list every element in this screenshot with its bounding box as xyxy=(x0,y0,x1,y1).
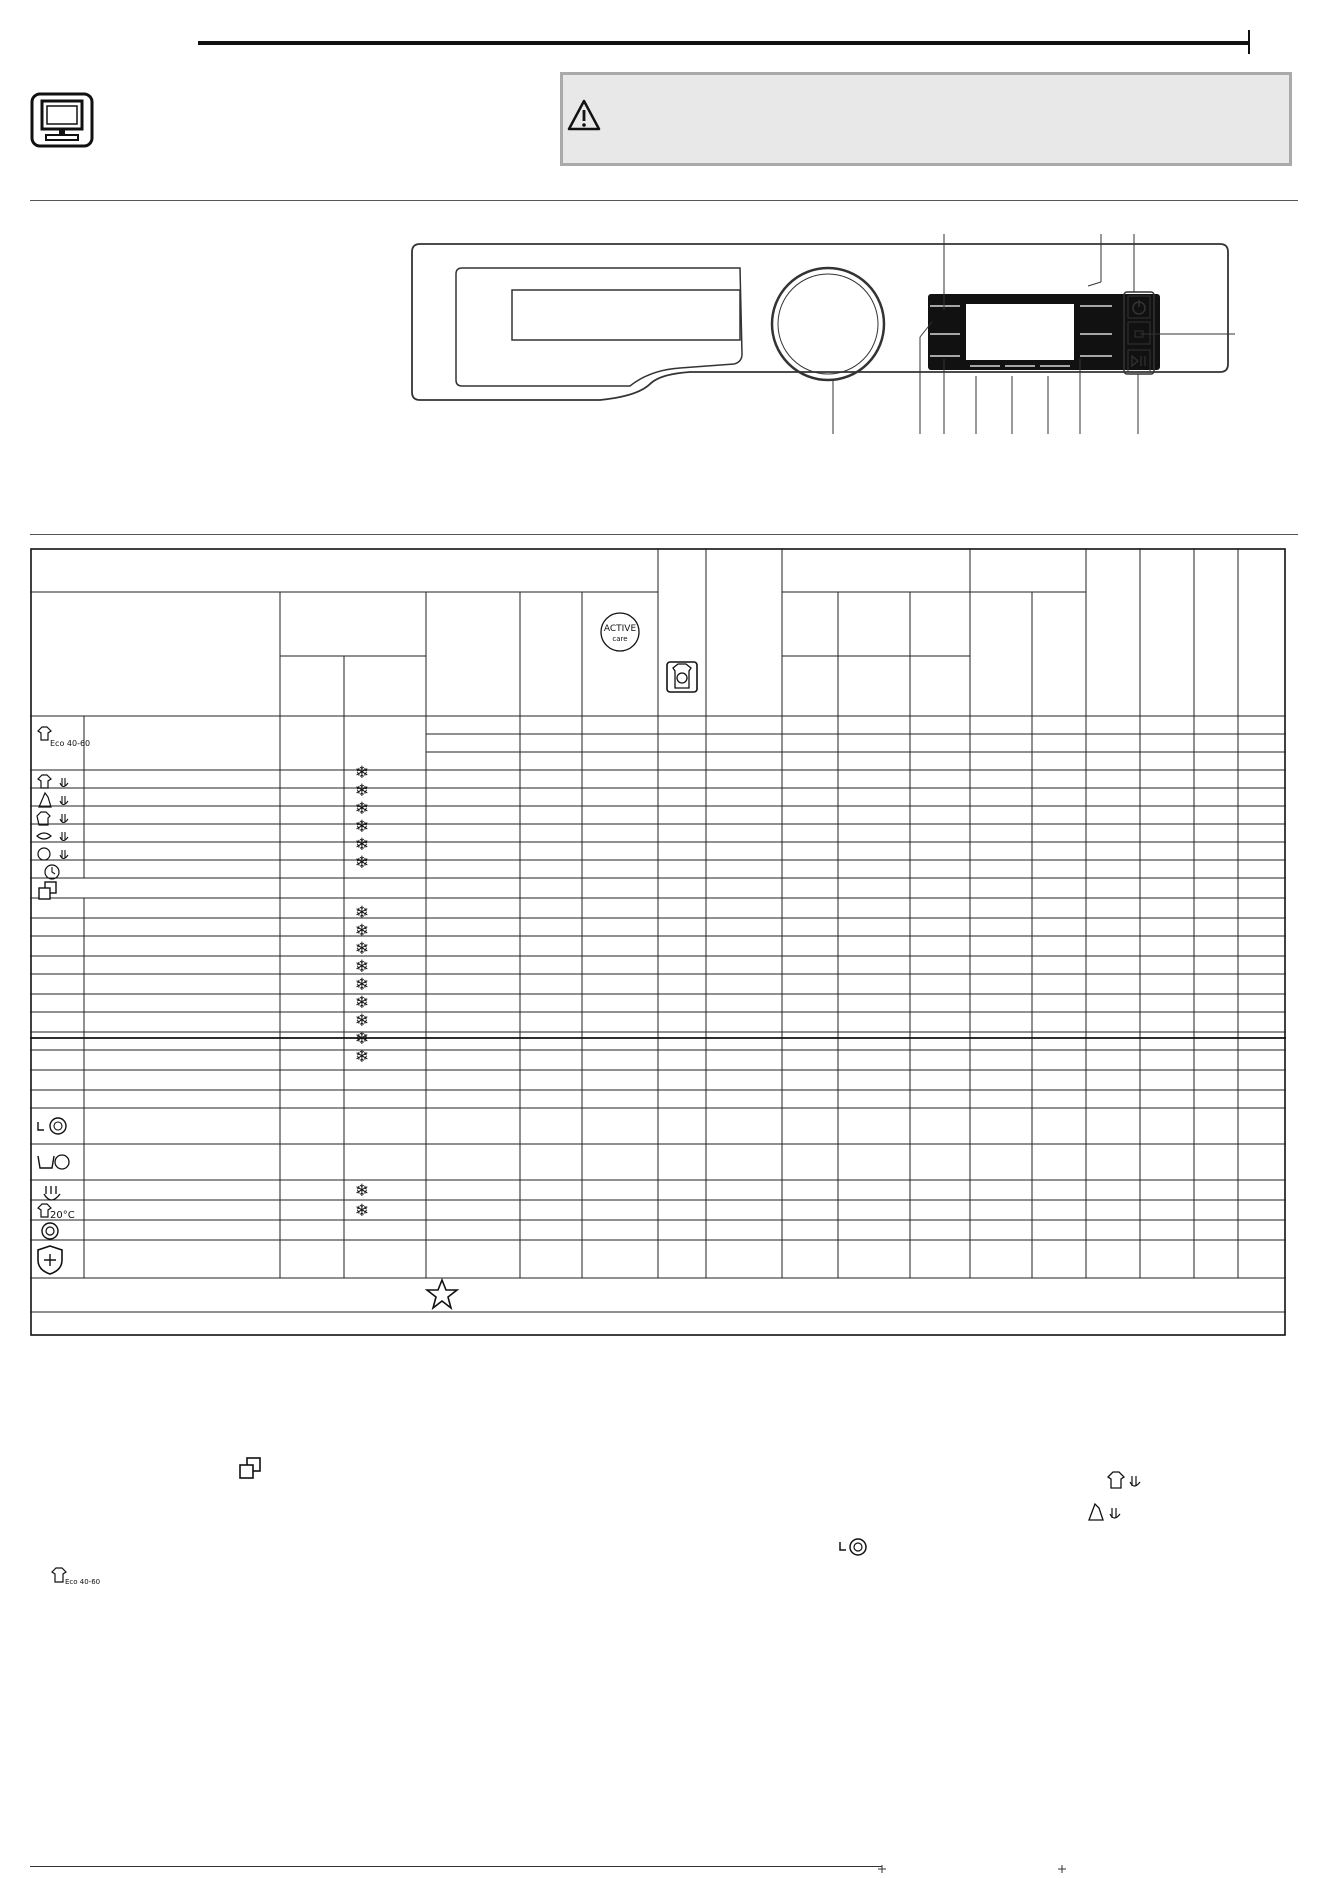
synthetics-icon xyxy=(39,793,68,807)
section-divider xyxy=(30,200,1298,201)
synthetics-icon xyxy=(1086,1502,1126,1524)
steam-refresh-icon xyxy=(44,1186,60,1200)
cold-wash-icon: ❄ xyxy=(354,993,370,1013)
page-corner-mark xyxy=(1058,1860,1066,1868)
header-rule xyxy=(198,41,1248,45)
cold-wash-icon: ❄ xyxy=(354,921,370,941)
hygiene-icon xyxy=(38,1246,62,1274)
page-corner-mark xyxy=(878,1860,886,1868)
active-care-icon xyxy=(601,613,639,651)
cold-wash-icon: ❄ xyxy=(354,799,370,819)
header-rule-tick xyxy=(1248,30,1250,54)
cold-wash-icon: ❄ xyxy=(354,1011,370,1031)
eco-label: Eco 40-60 xyxy=(65,1578,101,1586)
steam-shirt-icon xyxy=(667,662,697,692)
cold-wash-icon: ❄ xyxy=(354,835,370,855)
cotton-icon xyxy=(38,775,68,788)
monitor-icon xyxy=(30,92,94,148)
wool-icon xyxy=(38,848,68,860)
active-care-sublabel: care xyxy=(612,635,628,643)
spin-drain-icon xyxy=(38,1118,66,1134)
cold-wash-icon: ❄ xyxy=(354,1029,370,1049)
cold-wash-icon: ❄ xyxy=(354,853,370,873)
cold-wash-icon: ❄ xyxy=(354,763,370,783)
page-bottom-rule xyxy=(30,1866,882,1867)
cold-wash-icon: ❄ xyxy=(354,957,370,977)
delicates-icon xyxy=(37,832,68,841)
program-table xyxy=(30,548,1286,1336)
anti-allergy-icon xyxy=(42,1223,58,1239)
cold-wash-icon: ❄ xyxy=(354,903,370,923)
warning-box xyxy=(560,72,1292,166)
warning-icon xyxy=(566,98,602,132)
star-icon xyxy=(427,1280,457,1308)
section-divider xyxy=(30,534,1298,535)
eco-40-60-icon xyxy=(50,1566,101,1586)
cold-wash-icon: ❄ xyxy=(354,1181,370,1201)
mixed-icon xyxy=(37,812,68,825)
cold-wash-icon: ❄ xyxy=(354,817,370,837)
active-care-label: ACTIVE xyxy=(603,624,637,634)
cotton-icon xyxy=(1106,1470,1146,1492)
cotton-20c-label: 20°C xyxy=(50,1210,75,1221)
multi-program-icon xyxy=(39,882,56,899)
cold-wash-icon: ❄ xyxy=(354,1201,370,1221)
spin-drain-icon xyxy=(838,1536,870,1558)
control-panel-diagram xyxy=(400,234,1240,434)
cold-wash-icon: ❄ xyxy=(354,781,370,801)
program-dial[interactable] xyxy=(772,268,884,380)
cold-wash-icon: ❄ xyxy=(354,975,370,995)
cold-wash-icon: ❄ xyxy=(354,939,370,959)
eco-label: Eco 40-60 xyxy=(50,739,91,748)
cold-wash-icon: ❄ xyxy=(354,1047,370,1067)
multi-program-icon xyxy=(238,1456,262,1480)
quick-icon xyxy=(45,865,59,879)
rinse-spin-icon xyxy=(38,1155,69,1169)
